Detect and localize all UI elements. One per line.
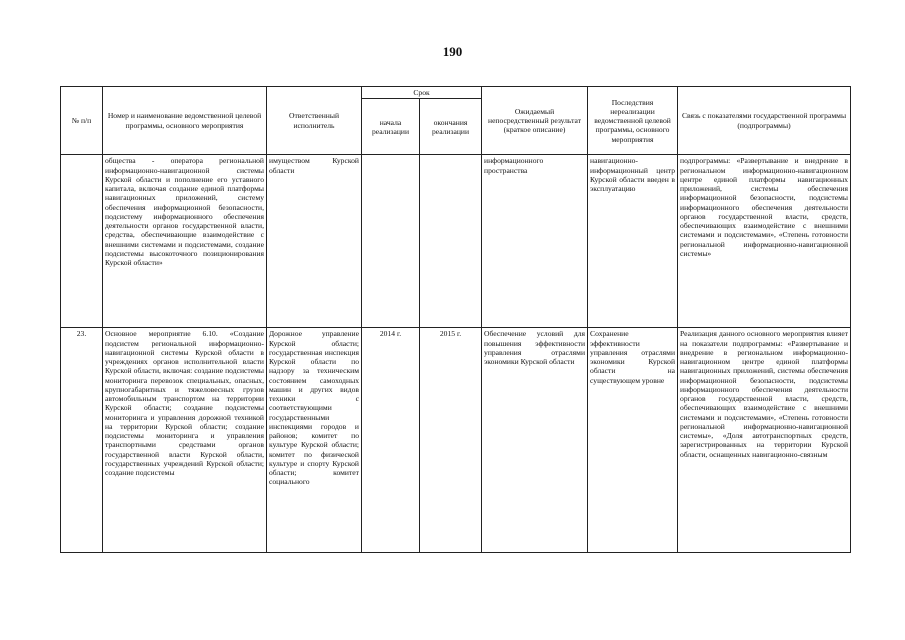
row-name-text: общества - оператора региональной информационно-навигационной системы Курской области и пополнение его уставного капитала, включая создание единой платформы навигационных приложений, систему обеспечения информационной безопасности, подсистему информационного обеспечения деятельности органов государственной власти, средства, обеспечивающие взаимодействие с внешними системами и подсистемами, создание подсистемы высокоточного позиционирования Курской области» <box>105 156 264 267</box>
header-result: Ожидаемый непосредственный результат (краткое описание) <box>482 87 588 155</box>
header-consequences: Последствия нереализации ведомственной целевой программы, основного мероприятия <box>588 87 678 155</box>
row-responsible: имуществом Курской области <box>267 155 362 328</box>
header-start: начала реализации <box>362 99 420 155</box>
row-result: информационного пространства <box>482 155 588 328</box>
header-link: Связь с показателями государственной программы (подпрограммы) <box>678 87 851 155</box>
header-responsible: Ответственный исполнитель <box>267 87 362 155</box>
row-name <box>103 328 267 553</box>
row-end: 2015 г. <box>420 328 482 553</box>
header-name: Номер и наименование ведомственной целевой программы, основного мероприятия <box>103 87 267 155</box>
program-table <box>60 86 851 553</box>
row-start: 2014 г. <box>362 328 420 553</box>
header-end: окончания реализации <box>420 99 482 155</box>
header-num: № п/п <box>61 87 103 155</box>
row-responsible <box>267 328 362 553</box>
row-name-text: Основное мероприятие 6.10. «Создание подсистем региональной информационно-навигационной системы Курской области в учреждениях органов исполнительной власти Курской области, включая: создание подсистемы мониторинга перевозок специальных, опасных, крупногабаритных и тяжеловесных грузов автомобильным транспортом на территории Курской области; создание подсистемы мониторинга и управления дорожной техникой на территории Курской области; создание подсистемы мониторинга и управления транспортными средствами органов государственной власти Курской области, государственных учреждений Курской области; создание подсистемы <box>105 329 264 477</box>
header-term: Срок <box>362 87 482 99</box>
table-row <box>61 155 851 328</box>
row-start <box>362 155 420 328</box>
row-consequences: Сохранение эффективности управления отраслями экономики Курской области на существующем уровне <box>588 328 678 553</box>
row-num <box>61 155 103 328</box>
row-result: Обеспечение условий для повышения эффективности управления отраслями экономики Курской области <box>482 328 588 553</box>
row-num: 23. <box>61 328 103 553</box>
row-end <box>420 155 482 328</box>
row-name <box>103 155 267 328</box>
row-consequences: навигационно-информационный центр Курской области введен в эксплуатацию <box>588 155 678 328</box>
row-link-text: подпрограммы: «Развертывание и внедрение в региональном информационно-навигационном центре единой платформы навигационных приложений, системы обеспечения информационной безопасности, подсистемы информационного обеспечения деятельности органов государственной власти, средств, обеспечивающих взаимодействие с внешними системами и подсистемами», «Степень готовности региональной информационно-навигационной системы» <box>680 156 849 258</box>
row-link <box>678 328 851 553</box>
table-row <box>61 328 851 553</box>
row-responsible-text: Дорожное управление Курской области; государственная инспекция Курской области по надзору за техническим состоянием самоходных машин и других видов техники с соответствующими государственными инспекциями городов и районов; комитет по культуре Курской области; комитет по физической культуре и спорту Курской области; комитет социального <box>269 329 359 487</box>
row-link <box>678 155 851 328</box>
row-link-text: Реализация данного основного мероприятия влияет на показатели подпрограммы: «Развертывание и внедрение в региональном информационно-навигационном центре единой платформы навигационных приложений, системы обеспечения информационной безопасности, подсистемы информационного обеспечения деятельности органов государственной власти, средств, обеспечивающих взаимодействие с внешними системами и подсистемами», «Степень готовности региональной информационно-навигационной системы», «Доля автотранспортных средств, зарегистрированных на территории Курской области, оснащенных навигационно-связным <box>680 329 849 459</box>
page-number: 190 <box>442 44 463 59</box>
